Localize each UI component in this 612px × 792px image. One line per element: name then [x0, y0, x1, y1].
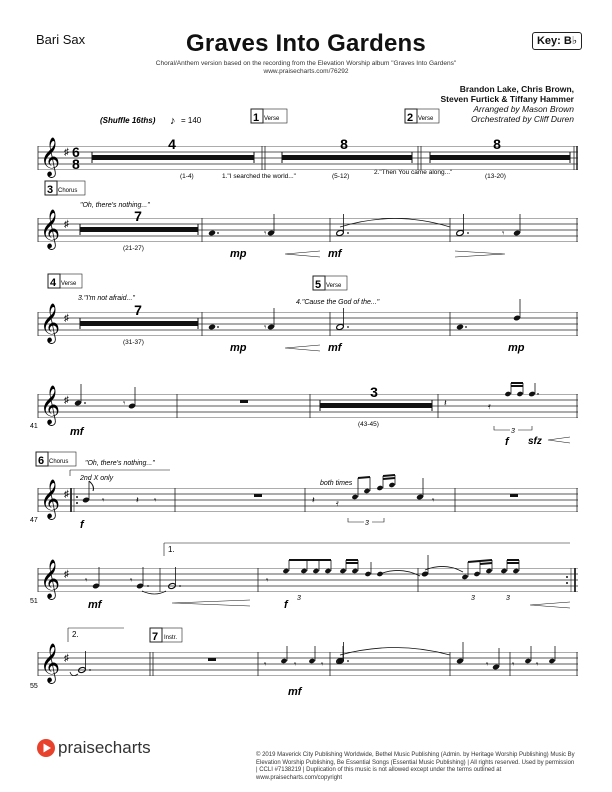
tuplet-number: 3 — [297, 595, 301, 602]
multi-rest-count: 7 — [134, 208, 142, 224]
multi-rest-count: 3 — [370, 384, 378, 400]
rest-icon: 𝄽 — [136, 495, 139, 505]
whole-rest-icon — [240, 400, 248, 403]
eighth-note-icon: ♪ — [170, 115, 176, 127]
rehearsal-label: Verse — [264, 116, 280, 122]
rest-icon: 𝄿 — [336, 498, 339, 508]
lyric-cue: 2."Then You came along..." — [374, 169, 453, 176]
measure-range: (43-45) — [358, 421, 379, 428]
rehearsal-label: Chorus — [49, 459, 69, 465]
treble-clef-icon: 𝄞 — [40, 560, 61, 598]
rehearsal-number: 5 — [315, 279, 322, 291]
treble-clef-icon: 𝄞 — [40, 480, 61, 518]
key-badge: Key: B♭ — [532, 32, 582, 50]
rest-icon: 𝄽 — [312, 495, 315, 505]
rehearsal-mark-6 — [36, 452, 76, 467]
dynamic-mark: f — [284, 599, 288, 611]
system-3 — [38, 274, 578, 354]
tuplet-number: 3 — [511, 428, 515, 435]
rehearsal-label: Chorus — [58, 188, 78, 194]
multi-rest-count: 4 — [168, 136, 176, 152]
measure-range: (21-27) — [123, 245, 144, 252]
rehearsal-mark-5 — [313, 276, 347, 291]
subtitle-line-1: Choral/Anthem version based on the recording from the Elevation Worship album "Graves Into Gardens" — [155, 60, 457, 67]
rehearsal-label: Instr. — [164, 635, 178, 641]
whole-rest-icon — [208, 658, 216, 661]
dynamic-mark: sfz — [528, 436, 542, 447]
writers-line-1: Brandon Lake, Chris Brown, — [459, 84, 574, 94]
system-4 — [30, 383, 578, 448]
tempo-text: (Shuffle 16ths) — [100, 116, 156, 125]
dynamic-mark: mf — [328, 248, 342, 260]
dynamic-mark: f — [80, 519, 84, 531]
key-sig-sharp-icon: ♯ — [64, 313, 69, 324]
performance-note: 2nd X only — [80, 475, 114, 482]
time-sig-top: 6 — [72, 144, 80, 160]
treble-clef-icon: 𝄞 — [40, 210, 61, 248]
treble-clef-icon: 𝄞 — [40, 386, 61, 424]
measure-range: (1-4) — [180, 173, 194, 180]
rehearsal-number: 4 — [50, 277, 57, 289]
measure-number: 55 — [30, 683, 38, 690]
measure-number: 41 — [30, 423, 38, 430]
rehearsal-mark-1 — [251, 109, 287, 124]
orchestrated-by: Orchestrated by Cliff Duren — [471, 114, 574, 124]
rest-icon: 𝄾 — [85, 575, 88, 585]
rest-icon: 𝄾 — [294, 659, 297, 669]
arranged-by: Arranged by Mason Brown — [473, 104, 574, 114]
rest-icon: 𝄽 — [444, 398, 447, 408]
tempo-value: = 140 — [181, 116, 202, 125]
lyric-cue: 1."I searched the world..." — [222, 173, 296, 180]
dynamic-mark: mp — [230, 248, 247, 260]
performance-note: both times — [320, 480, 353, 487]
part-name: Bari Sax — [36, 32, 86, 47]
rehearsal-mark-3 — [45, 181, 85, 196]
rest-icon: 𝄾 — [321, 659, 324, 669]
dynamic-mark: mf — [328, 342, 342, 354]
dynamic-mark: mf — [70, 426, 84, 438]
system-7 — [30, 628, 578, 698]
multi-rest-count: 8 — [493, 136, 501, 152]
treble-clef-icon: 𝄞 — [40, 644, 61, 682]
rehearsal-mark-7 — [150, 628, 182, 643]
rehearsal-number: 2 — [407, 112, 414, 124]
rest-icon: 𝄾 — [154, 495, 157, 505]
copyright-notice: © 2019 Maverick City Publishing Worldwide, Bethel Music Publishing (Admin. by Heritage Worship Publishing) Music By Elevation Worship Publishing, Be Essential Songs (Essential Music Publishing) | All rights reserved. Used by permission | CCLI #7138219 | Duplication of this music is not allowed except under the terms outlined at www.praisecharts.com/copyright — [256, 752, 575, 781]
whole-rest-icon — [510, 494, 518, 497]
rehearsal-mark-4 — [48, 274, 82, 289]
volta-ending: 1. — [168, 545, 175, 554]
time-sig-bottom: 8 — [72, 156, 80, 172]
rehearsal-number: 3 — [47, 184, 54, 196]
song-title: Graves Into Gardens — [186, 30, 426, 57]
key-sig-sharp-icon: ♯ — [64, 219, 69, 230]
key-sig-sharp-icon: ♯ — [64, 395, 69, 406]
system-6 — [30, 543, 578, 611]
rehearsal-label: Verse — [418, 116, 434, 122]
subtitle-line-2: www.praisecharts.com/76292 — [263, 68, 349, 75]
key-sig-sharp-icon: ♯ — [64, 147, 69, 158]
rest-icon: 𝄾 — [432, 495, 435, 505]
rest-icon: 𝄾 — [486, 659, 489, 669]
lyric-cue: 4."Cause the God of the..." — [296, 299, 380, 306]
key-sig-sharp-icon: ♯ — [64, 653, 69, 664]
dynamic-mark: mf — [288, 686, 302, 698]
tuplet-number: 3 — [365, 520, 369, 527]
tuplet-number: 3 — [506, 595, 510, 602]
system-2 — [38, 181, 578, 260]
writers-line-2: Steven Furtick & Tiffany Hammer — [440, 94, 574, 104]
measure-range: (13-20) — [485, 173, 506, 180]
dynamic-mark: f — [505, 436, 509, 448]
measure-range: (31-37) — [123, 339, 144, 346]
system-5 — [30, 452, 578, 531]
rest-icon: 𝄿 — [488, 401, 491, 411]
rest-icon: 𝄾 — [266, 575, 269, 585]
praisecharts-logo-text: praisecharts — [58, 738, 151, 757]
rehearsal-number: 1 — [253, 112, 260, 124]
rehearsal-mark-2 — [405, 109, 439, 124]
rehearsal-number: 7 — [152, 631, 159, 643]
multi-rest-count: 7 — [134, 302, 142, 318]
rest-icon: 𝄾 — [123, 398, 126, 408]
rehearsal-number: 6 — [38, 455, 45, 467]
dynamic-mark: mf — [88, 599, 102, 611]
volta-ending: 2. — [72, 630, 79, 639]
rehearsal-label: Verse — [326, 283, 342, 289]
rest-icon: 𝄾 — [130, 575, 133, 585]
rest-icon: 𝄾 — [264, 228, 267, 238]
key-sig-sharp-icon: ♯ — [64, 489, 69, 500]
rest-icon: 𝄾 — [264, 322, 267, 332]
dynamic-mark: mp — [508, 342, 525, 354]
lyric-cue: 3."I'm not afraid..." — [78, 295, 135, 302]
treble-clef-icon: 𝄞 — [40, 304, 61, 342]
rest-icon: 𝄾 — [536, 659, 539, 669]
dynamic-mark: mp — [230, 342, 247, 354]
multi-rest-count: 8 — [340, 136, 348, 152]
measure-range: (5-12) — [332, 173, 350, 180]
measure-number: 51 — [30, 598, 38, 605]
rest-icon: 𝄾 — [502, 228, 505, 238]
lyric-cue: "Oh, there's nothing..." — [85, 460, 155, 467]
rest-icon: 𝄾 — [264, 659, 267, 669]
system-1 — [38, 109, 578, 180]
tuplet-number: 3 — [471, 595, 475, 602]
measure-number: 47 — [30, 517, 38, 524]
whole-rest-icon — [254, 494, 262, 497]
key-sig-sharp-icon: ♯ — [64, 569, 69, 580]
treble-clef-icon: 𝄞 — [40, 138, 61, 176]
rest-icon: 𝄾 — [512, 659, 515, 669]
praisecharts-logo-icon — [36, 738, 56, 758]
rehearsal-label: Verse — [61, 281, 77, 287]
lyric-cue: "Oh, there's nothing..." — [80, 202, 150, 209]
rest-icon: 𝄾 — [102, 495, 105, 505]
